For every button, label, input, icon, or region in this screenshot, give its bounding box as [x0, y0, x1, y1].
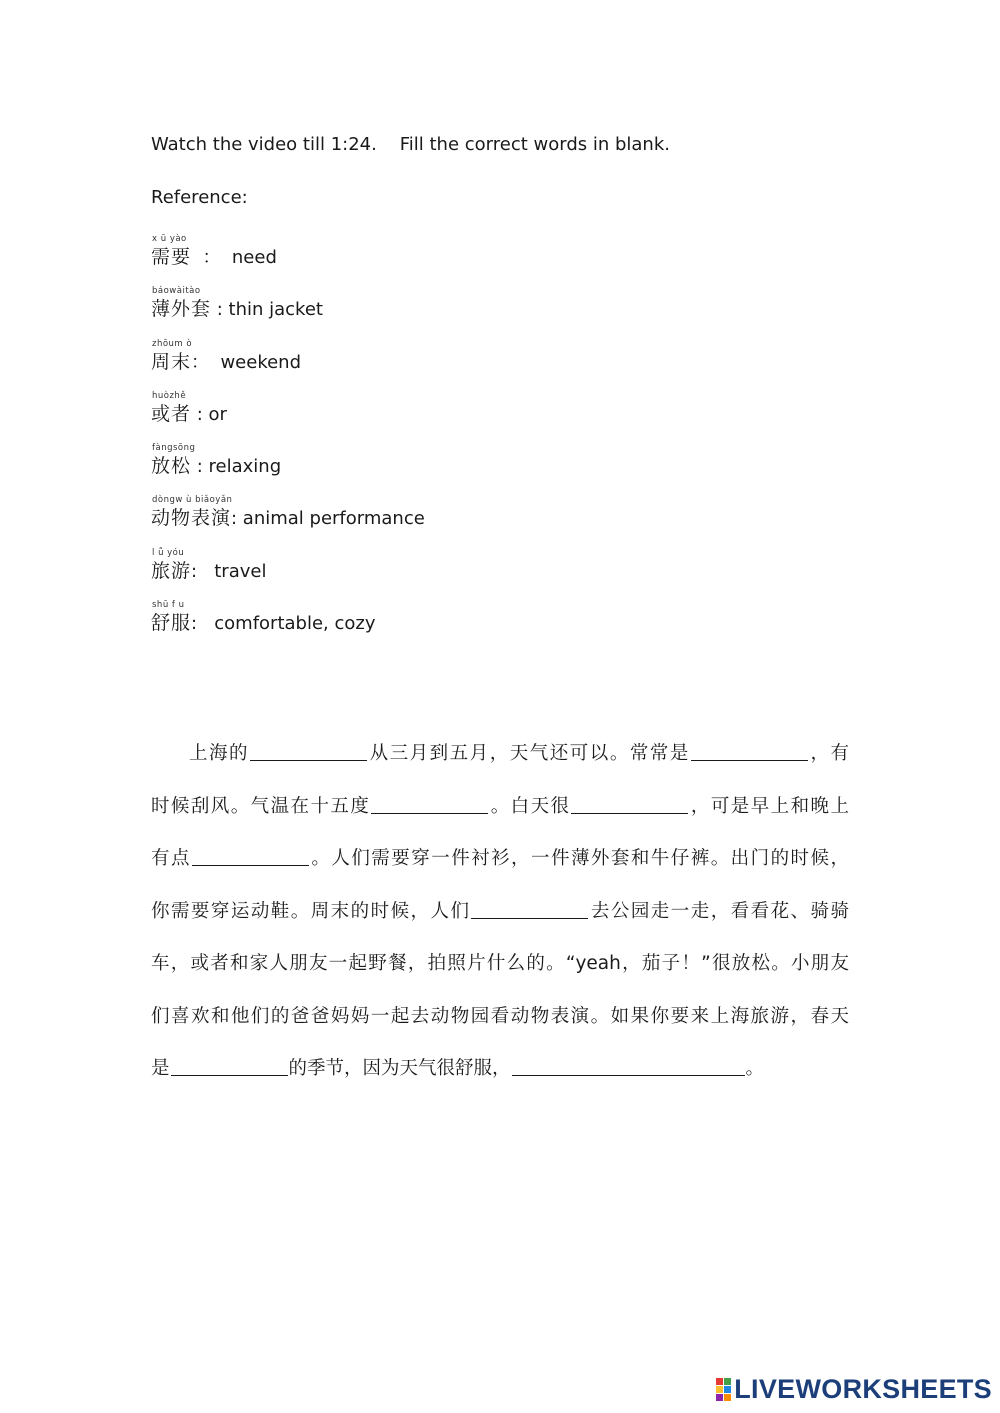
instruction-text: Watch the video till 1:24. Fill the correct words in blank. [151, 134, 670, 155]
passage-text: ，可是早上和晚上 [689, 795, 849, 817]
answer-blank-6[interactable] [471, 900, 588, 919]
vocab-item-need [151, 234, 751, 286]
vocab-meaning: : relaxing [191, 456, 282, 478]
passage-text: 。 [745, 1058, 765, 1079]
vocab-item-weekend [151, 339, 751, 391]
vocab-meaning: ： weekend [191, 351, 302, 373]
logo-block [724, 1378, 731, 1385]
vocab-item-or [151, 391, 751, 443]
passage-text: 有点 [151, 848, 191, 869]
logo-text: LIVEWORKSHEETS [734, 1374, 992, 1404]
pinyin: huòzhě [152, 390, 187, 401]
logo-block [724, 1394, 731, 1401]
answer-blank-7[interactable] [171, 1057, 288, 1076]
passage-line [151, 781, 849, 834]
vocab-item-comfortable [151, 600, 751, 652]
liveworksheets-logo [716, 1374, 992, 1405]
passage-line: 们喜欢和他们的爸爸妈妈一起去动物园看动物表演。如果你要来上海旅游，春天 [151, 1005, 849, 1027]
answer-blank-5[interactable] [192, 847, 309, 866]
passage-text: 从三月到五月，天气还可以。常常是 [368, 743, 690, 764]
vocab-meaning: : or [191, 403, 227, 425]
passage-text: 上海的 [189, 743, 250, 764]
vocab-word: 或者 [151, 402, 192, 425]
passage-line [151, 886, 849, 939]
passage-line [151, 728, 849, 781]
passage-text: 你需要穿运动鞋。周末的时候，人们 [151, 900, 471, 922]
logo-mark-icon [716, 1378, 731, 1401]
logo-block [716, 1394, 723, 1401]
pinyin: fàngsōng [152, 443, 196, 454]
answer-blank-1[interactable] [250, 742, 367, 761]
vocab-meaning: : thin jacket [211, 299, 323, 321]
vocab-item-thin-jacket [151, 286, 751, 338]
pinyin: zhōum ò [152, 338, 193, 349]
answer-blank-8[interactable] [512, 1057, 745, 1076]
answer-blank-4[interactable] [571, 795, 688, 814]
pinyin: l ǚ yóu [152, 547, 185, 558]
passage-text: 。白天很 [489, 795, 571, 817]
answer-blank-3[interactable] [371, 795, 488, 814]
vocab-word: 动物表演 [151, 507, 232, 530]
reference-label: Reference: [151, 187, 248, 208]
vocab-meaning: : travel [191, 560, 267, 582]
passage-line [151, 833, 849, 886]
pinyin: báowàitào [152, 286, 201, 297]
passage-text: 时候刮风。气温在十五度 [151, 795, 371, 817]
logo-block [724, 1386, 731, 1393]
fill-in-passage [151, 728, 849, 1096]
vocab-word: 需要 [151, 246, 192, 268]
passage-text: 的季节，因为天气很舒服， [288, 1058, 511, 1079]
vocab-item-relaxing [151, 443, 751, 495]
vocabulary-list [151, 234, 751, 652]
pinyin: dòngw ù biǎoyǎn [152, 495, 233, 506]
vocab-item-animal-performance [151, 495, 751, 547]
pinyin: shū f u [152, 600, 185, 611]
passage-text: 。人们需要穿一件衬衫，一件薄外套和牛仔裤。出门的时候， [309, 848, 849, 869]
vocab-word: 旅游 [151, 559, 192, 582]
vocab-meaning: ： need [191, 247, 277, 268]
vocab-item-travel [151, 548, 751, 600]
vocab-meaning: : comfortable, cozy [191, 613, 376, 635]
passage-line [151, 1043, 849, 1096]
vocab-word: 放松 [151, 455, 192, 478]
vocab-meaning: : animal performance [231, 508, 425, 530]
passage-text: 是 [151, 1058, 170, 1079]
passage-line: 车，或者和家人朋友一起野餐，拍照片什么的。“yeah，茄子！”很放松。小朋友 [151, 953, 849, 974]
vocab-word: 薄外套 [151, 298, 212, 321]
vocab-word: 周末 [151, 350, 192, 373]
vocab-word: 舒服 [151, 612, 192, 635]
logo-block [716, 1386, 723, 1393]
passage-text: ，有 [808, 743, 849, 764]
logo-block [716, 1378, 723, 1385]
answer-blank-2[interactable] [691, 742, 808, 761]
passage-text: 去公园走一走，看看花、骑骑 [589, 900, 849, 922]
pinyin: x ū yào [152, 234, 187, 244]
